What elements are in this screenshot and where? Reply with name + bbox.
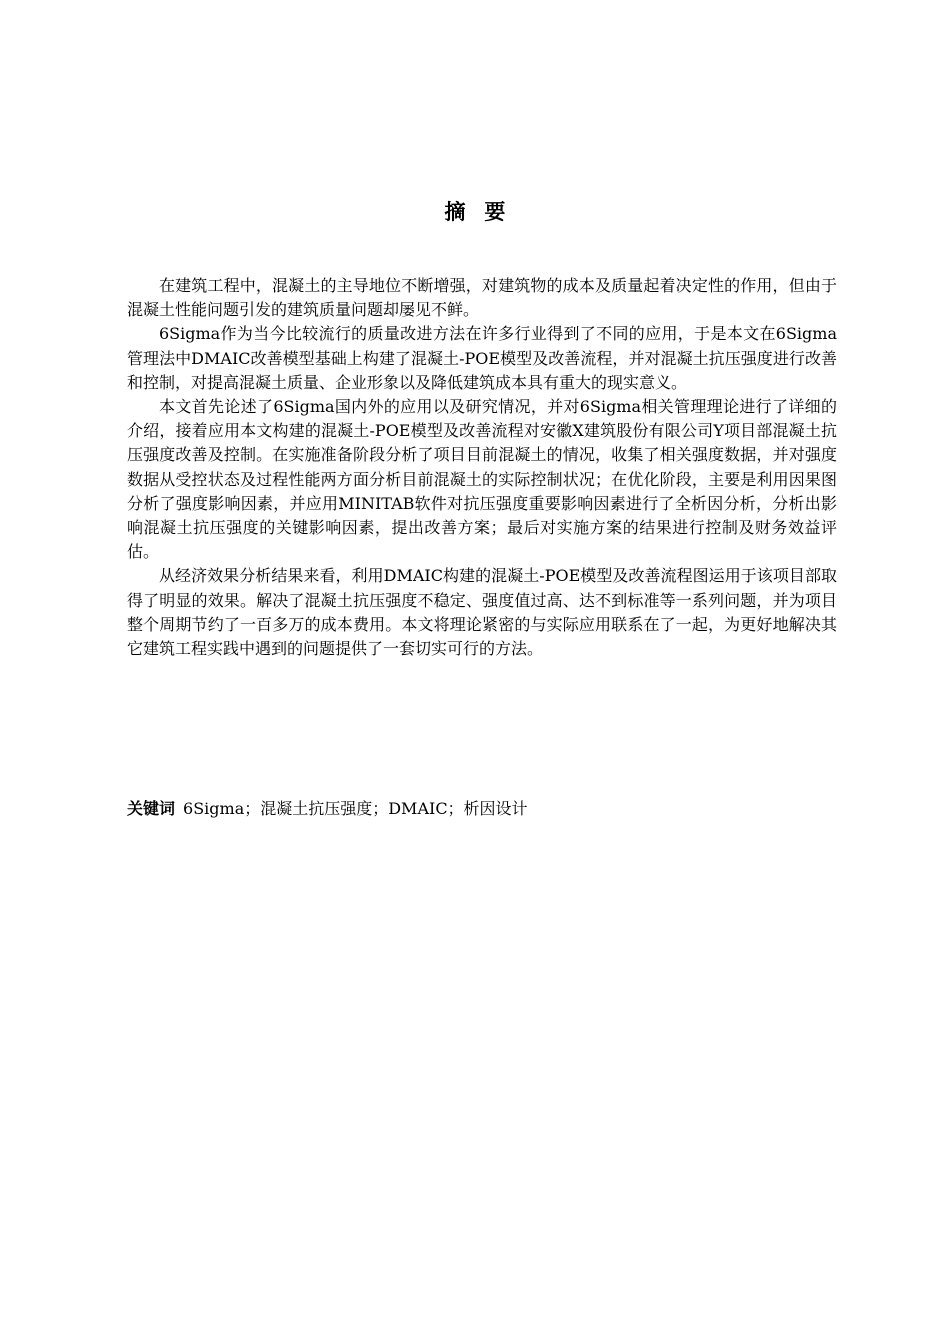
keywords-line (127, 797, 837, 821)
keywords-label: 关键词 (127, 799, 176, 818)
abstract-body (127, 274, 837, 661)
abstract-title: 摘要 (444, 200, 525, 224)
abstract-paragraph-2: 6Sigma作为当今比较流行的质量改进方法在许多行业得到了不同的应用，于是本文在6Sigma管理法中DMAIC改善模型基础上构建了混凝土-POE模型及改善流程，并对混凝土抗压强度进行改善和控制，对提高混凝土质量、企业形象以及降低建筑成本具有重大的现实意义。 (127, 324, 837, 392)
abstract-paragraph-1: 在建筑工程中，混凝土的主导地位不断增强，对建筑物的成本及质量起着决定性的作用，但由于混凝土性能问题引发的建筑质量问题却屡见不鲜。 (127, 276, 837, 320)
abstract-paragraph-3: 本文首先论述了6Sigma国内外的应用以及研究情况，并对6Sigma相关管理理论进行了详细的介绍，接着应用本文构建的混凝土-POE模型及改善流程对安徽X建筑股份有限公司Y项目部混凝土抗压强度改善及控制。在实施准备阶段分析了项目目前混凝土的情况，收集了相关强度数据，并对强度数据从受控状态及过程性能两方面分析目前混凝土的实际控制状况；在优化阶段，主要是利用因果图分析了强度影响因素，并应用MINITAB软件对抗压强度重要影响因素进行了全析因分析，分析出影响混凝土抗压强度的关键影响因素，提出改善方案；最后对实施方案的结果进行控制及财务效益评估。 (127, 397, 837, 562)
abstract-paragraph-4: 从经济效果分析结果来看，利用DMAIC构建的混凝土-POE模型及改善流程图运用于该项目部取得了明显的效果。解决了混凝土抗压强度不稳定、强度值过高、达不到标准等一系列问题，并为项目整个周期节约了一百多万的成本费用。本文将理论紧密的与实际应用联系在了一起，为更好地解决其它建筑工程实践中遇到的问题提供了一套切实可行的方法。 (127, 566, 837, 659)
keywords-text: 6Sigma；混凝土抗压强度；DMAIC；析因设计 (183, 799, 528, 818)
